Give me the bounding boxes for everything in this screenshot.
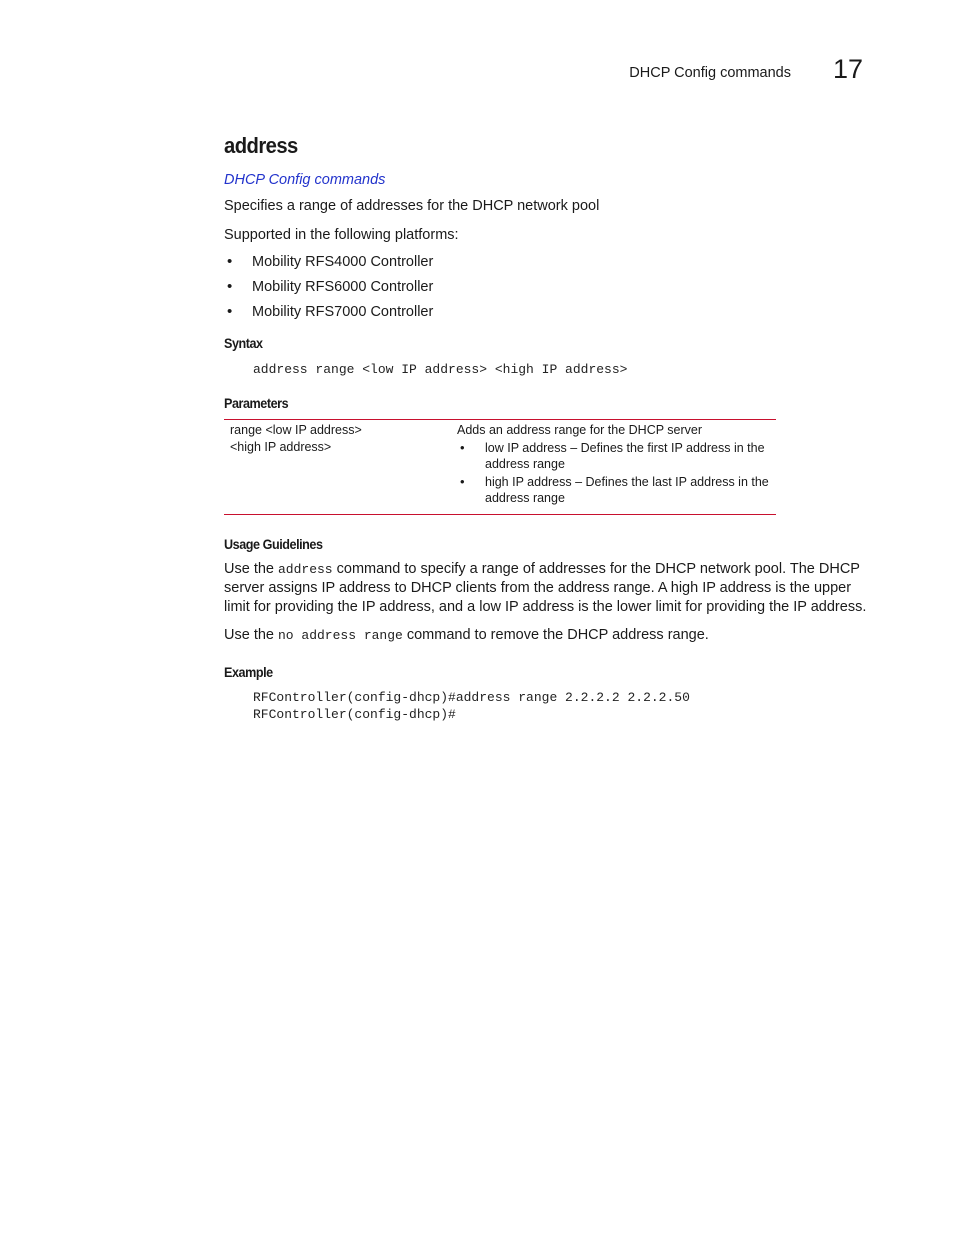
list-item: • high IP address – Defines the last IP address in the address range <box>457 474 770 507</box>
parameters-table <box>224 419 776 515</box>
parameter-bullets <box>457 440 770 507</box>
usage-paragraph <box>224 626 874 646</box>
usage-heading: Usage Guidelines <box>224 535 323 552</box>
usage-text: command to remove the DHCP address range. <box>402 627 709 643</box>
list-item: • low IP address – Defines the first IP address in the address range <box>457 440 770 473</box>
chapter-title: DHCP Config commands <box>629 65 791 81</box>
parameters-heading: Parameters <box>224 395 289 411</box>
usage-text: Use the <box>224 560 278 577</box>
list-item: • Mobility RFS6000 Controller <box>224 278 874 296</box>
usage-text: Use the <box>224 627 278 643</box>
table-row <box>224 420 776 515</box>
parameter-description-text: Adds an address range for the DHCP server <box>457 423 703 437</box>
list-item: • Mobility RFS4000 Controller <box>224 253 874 271</box>
platforms-intro: Supported in the following platforms: <box>224 226 459 243</box>
inline-code: no address range <box>278 628 403 643</box>
page-content <box>224 133 874 723</box>
parameter-description <box>451 420 776 515</box>
platform-list <box>224 253 874 321</box>
usage-text: command to specify a range of addresses for the DHCP network pool. The DHCP server assigns IP address to DHCP clients from the address range. A high IP address is the upper limit for providing the IP address, and a low IP address is the lower limit for providing the IP address. <box>224 560 867 615</box>
list-item: • Mobility RFS7000 Controller <box>224 303 874 321</box>
chapter-link[interactable]: DHCP Config commands <box>224 172 386 188</box>
example-code: RFController(config-dhcp)#address range 2.2.2.2 2.2.2.50 RFController(config-dhcp)# <box>253 689 690 722</box>
chapter-number: 17 <box>833 54 864 84</box>
inline-code: address <box>278 561 333 577</box>
parameter-name <box>224 420 451 515</box>
section-title: address <box>224 133 298 158</box>
example-heading: Example <box>224 663 273 680</box>
parameter-name-text: range <low IP address> <high IP address> <box>230 423 362 454</box>
syntax-heading: Syntax <box>224 335 263 351</box>
description: Specifies a range of addresses for the DHCP network pool <box>224 198 600 214</box>
usage-paragraph <box>224 560 874 617</box>
syntax-code: address range <low IP address> <high IP address> <box>253 362 628 377</box>
